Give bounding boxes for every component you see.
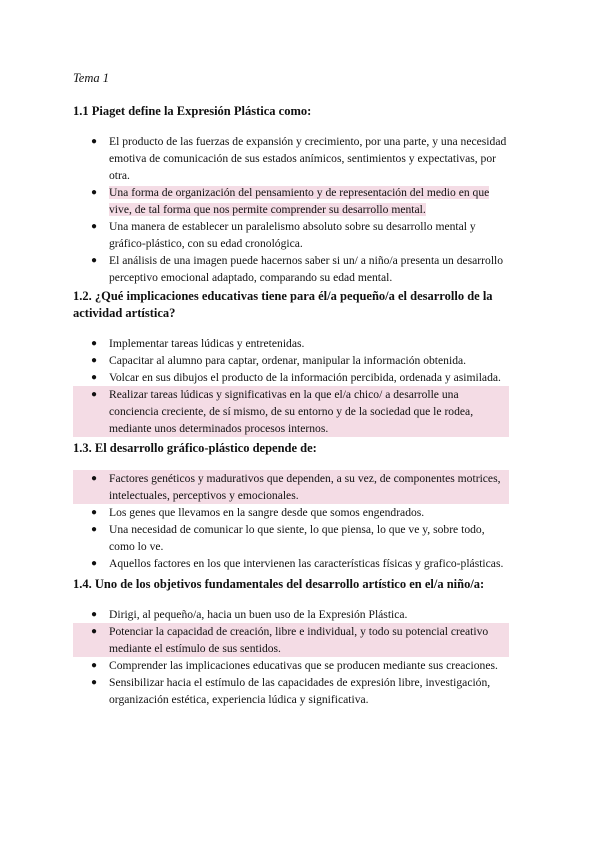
bullet-icon: ● [91,524,98,535]
bullet-list [73,470,528,572]
list-item [73,674,509,708]
list-item [73,555,509,572]
section-heading: 1.1 Piaget define la Expresión Plástica como: [73,104,312,118]
list-item [73,606,509,623]
bullet-icon: ● [91,389,98,400]
bullet-icon: ● [91,136,98,147]
section-1-3 [73,440,528,572]
bullet-list [73,133,528,286]
section-1-4 [73,576,528,708]
list-item-text-highlighted: Potenciar la capacidad de creación, libre e individual, y todo su potencial creativo mediante el estímulo de sus sentidos. [109,625,489,655]
list-item [73,386,509,437]
list-item-text: Comprender las implicaciones educativas que se producen mediante sus creaciones. [109,659,498,672]
list-item [73,184,509,218]
list-item-text: El análisis de una imagen puede hacernos saber si un/ a niño/a presenta un desarrollo perceptivo emocional adaptado, comparando su edad mental. [109,254,504,284]
bullet-icon: ● [91,221,98,232]
bullet-icon: ● [91,626,98,637]
topic-label: Tema 1 [73,71,110,85]
list-item-text-highlighted: Realizar tareas lúdicas y significativas en la que el/a chico/ a desarrolle una conciencia creciente, de sí mismo, de su entorno y de la sociedad que le rodea, mediante unos determinados procesos internos. [109,388,474,435]
bullet-list [73,606,528,708]
list-item-text: Una necesidad de comunicar lo que siente, lo que piensa, lo que ve y, sobre todo, como lo ve. [109,523,485,553]
list-item [73,352,509,369]
list-item [73,521,509,555]
list-item [73,657,509,674]
list-item-text: Implementar tareas lúdicas y entretenidas. [109,337,305,350]
bullet-icon: ● [91,507,98,518]
list-item [73,335,509,352]
section-1-2 [73,288,528,437]
bullet-icon: ● [91,609,98,620]
section-heading: 1.3. El desarrollo gráfico-plástico depende de: [73,441,317,455]
list-item-text: Los genes que llevamos en la sangre desde que somos engendrados. [109,506,425,519]
list-item [73,369,509,386]
list-item-text: Volcar en sus dibujos el producto de la información percibida, ordenada y asimilada. [109,371,501,384]
list-item-text: Aquellos factores en los que intervienen las características físicas y grafico-plásticas. [109,557,504,570]
list-item [73,504,509,521]
bullet-icon: ● [91,187,98,198]
list-item [73,218,509,252]
list-item-text: Una manera de establecer un paralelismo absoluto sobre su desarrollo mental y gráfico-plástico, con su edad cronológica. [109,220,476,250]
list-item-text: Dirigi, al pequeño/a, hacia un buen uso de la Expresión Plástica. [109,608,408,621]
list-item-text-highlighted: Una forma de organización del pensamiento y de representación del medio en que vive, de tal forma que nos permite comprender su desarrollo mental. [109,186,490,216]
section-heading: 1.2. ¿Qué implicaciones educativas tiene para él/a pequeño/a el desarrollo de la actividad artística? [73,289,493,320]
section-heading: 1.4. Uno de los objetivos fundamentales del desarrollo artístico en el/a niño/a: [73,577,485,591]
bullet-icon: ● [91,372,98,383]
bullet-list [73,335,528,437]
list-item [73,133,509,184]
bullet-icon: ● [91,558,98,569]
list-item-text-highlighted: Factores genéticos y madurativos que dependen, a su vez, de componentes motrices, intelectuales, perceptivos y emocionales. [109,472,501,502]
bullet-icon: ● [91,338,98,349]
list-item-text: Capacitar al alumno para captar, ordenar, manipular la información obtenida. [109,354,467,367]
bullet-icon: ● [91,473,98,484]
list-item-text: El producto de las fuerzas de expansión y crecimiento, por una parte, y una necesidad emotiva de comunicación de sus estados anímicos, sentimientos y expectativas, por otra. [109,135,507,182]
list-item [73,470,509,504]
list-item [73,623,509,657]
bullet-icon: ● [91,660,98,671]
bullet-icon: ● [91,677,98,688]
section-1-1 [73,103,528,286]
bullet-icon: ● [91,255,98,266]
list-item [73,252,509,286]
bullet-icon: ● [91,355,98,366]
list-item-text: Sensibilizar hacia el estímulo de las capacidades de expresión libre, investigación, organización estética, experiencia lúdica y significativa. [109,676,491,706]
